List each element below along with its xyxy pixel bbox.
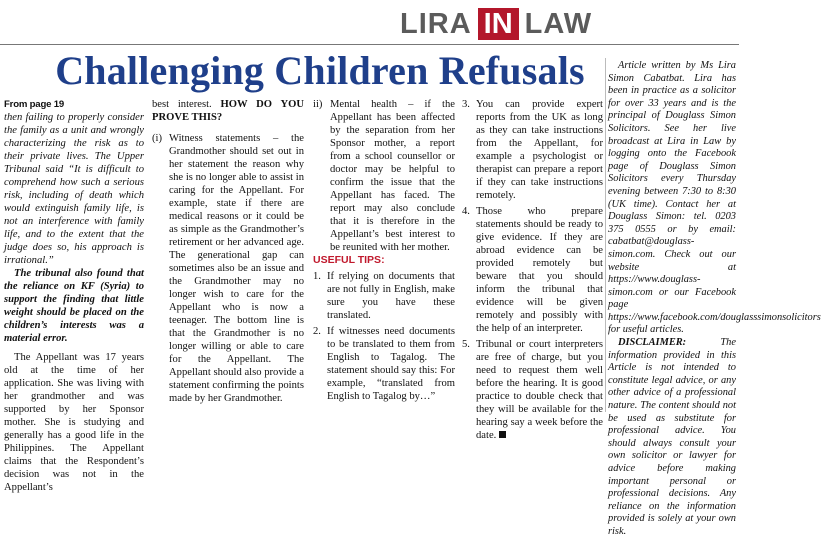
masthead-lira: LIRA xyxy=(400,8,472,40)
tip-text xyxy=(476,338,603,442)
tip-number: 5. xyxy=(462,339,470,350)
masthead xyxy=(400,8,592,40)
tip-item-5 xyxy=(462,338,603,442)
tip-number: 2. xyxy=(313,326,321,337)
list-item-ii xyxy=(313,98,455,254)
article-column-1 xyxy=(4,98,144,494)
question-heading: HOW DO YOU PROVE THIS? xyxy=(152,99,304,123)
tip-text: If relying on documents that are not fully in English, make sure you have these translated. xyxy=(327,271,455,321)
list-item-i xyxy=(152,132,304,405)
end-of-article-mark xyxy=(499,431,506,438)
italic-intro: then failing to properly consider the family as a unit and wrongly characterizing the risk as to their private lives. The Upper Tribunal said “It is difficult to comprehend how such a serious risk, including of death which would extinguish family life, is not an interference with family life, and to the extent that the judge does so, his approach is irrational.” xyxy=(4,112,144,266)
question-paragraph xyxy=(152,98,304,124)
continued-from-label: From page 19 xyxy=(4,99,64,110)
masthead-in-box: IN xyxy=(478,8,519,40)
list-item-text: Mental health – if the Appellant has been affected by the separation from her Sponsor mother, a report from a school counsellor or doctor may be helpful to confirm the issue that the Appellant has faced. The report may also conclude that it is therefore in the Appellant’s best interest to be reunited with her mother. xyxy=(330,99,455,253)
disclaimer xyxy=(608,337,736,539)
disclaimer-label: DISCLAIMER: xyxy=(618,337,687,349)
tip-text: Those who prepare statements should be ready to give evidence. If they are abroad evidence can be provided remotely but beware that you should inform the tribunal that evidence will be given remotely and possibly with the help of an interpreter. xyxy=(476,206,603,334)
useful-tips-heading: USEFUL TIPS: xyxy=(313,254,385,266)
article-column-3 xyxy=(313,98,455,403)
list-item-number: (i) xyxy=(152,133,162,144)
list-item-text: Witness statements – the Grandmother should set out in her statement the reason why she is no longer able to assist in caring for the Appellant. For example, state if there are medical reasons or it could be as simple as the Grandmother’s retirement or her advanced age. The generational gap can sometimes also be an issue and the Grandmother may no longer wish to care for the Appellant who is now a teenager. The bottom line is that the Grandmother is no longer willing or able to care for the Appellant. The Appellant should also provide a statement confirming the points made by her Grandmother. xyxy=(169,133,304,404)
tip-text: You can provide expert reports from the UK as long as they can take instructions from the Appellant, for example a psychologist or therapist can prepare a report if they can take instructions remotely. xyxy=(476,99,603,201)
masthead-rule xyxy=(0,44,739,45)
tip-text: If witnesses need documents to be translated to them from English to Tagalog. The statement should say this: For example, “translated from English to Tagalog by…” xyxy=(327,326,455,402)
tip-item-4 xyxy=(462,205,603,335)
tip-number: 4. xyxy=(462,206,470,217)
list-item-number: ii) xyxy=(313,99,323,110)
author-bio: Article written by Ms Lira Simon Cabatbat. Lira has been in practice as a solicitor for over 33 years and is the principal of Douglass Simon Solicitors. See her live broadcast at Lira in Law by logging onto the Facebook page of Douglass Simon Solicitors every Thursday evening between 7:30 to 8:30 (UK time). Contact her at Douglass Simon: tel. 0203 375 0555 or by email: cabatbat@douglass-simon.com. Check out our website at https://www.douglass-simon.com or our Facebook page https://www.facebook.com/douglasssimonsolicitors for useful articles. xyxy=(608,60,821,336)
continuation-text: best interest. xyxy=(152,99,212,110)
tip-5-body: Tribunal or court interpreters are free of charge, but you need to request them well before the hearing. It is good practice to double check that they will be available for the hearing say a week before the date. xyxy=(476,339,603,441)
bold-italic-finding: The tribunal also found that the reliance on KF (Syria) to support the finding that little weight should be placed on the children’s interests was a material error. xyxy=(4,268,144,344)
tip-item-2 xyxy=(313,325,455,403)
tip-item-1 xyxy=(313,270,455,322)
appellant-paragraph: The Appellant was 17 years old at the time of her application. She was living with her grandmother and was supported by her Sponsor mother. She is studying and generally has a good life in the Philippines. The Appellant claims that the Respondent’s decision was not in the Appellant’s xyxy=(4,352,144,493)
column-separator xyxy=(605,58,606,412)
article-headline: Challenging Children Refusals xyxy=(55,48,585,93)
disclaimer-text: The information provided in this Article is not intended to constitute legal advice, or any other advice of a professional nature. The content should not be used as substitute for professional advice. You should always consult your own solicitor or lawyer for advice before making important personal or professional decisions. Any reliance on the information provided is solely at your own risk. xyxy=(608,337,736,537)
masthead-law: LAW xyxy=(524,8,593,40)
article-column-2 xyxy=(152,98,304,405)
article-column-4 xyxy=(462,98,603,442)
tip-number: 3. xyxy=(462,99,470,110)
tip-number: 1. xyxy=(313,271,321,282)
author-sidebar xyxy=(608,60,821,539)
tip-item-3 xyxy=(462,98,603,202)
